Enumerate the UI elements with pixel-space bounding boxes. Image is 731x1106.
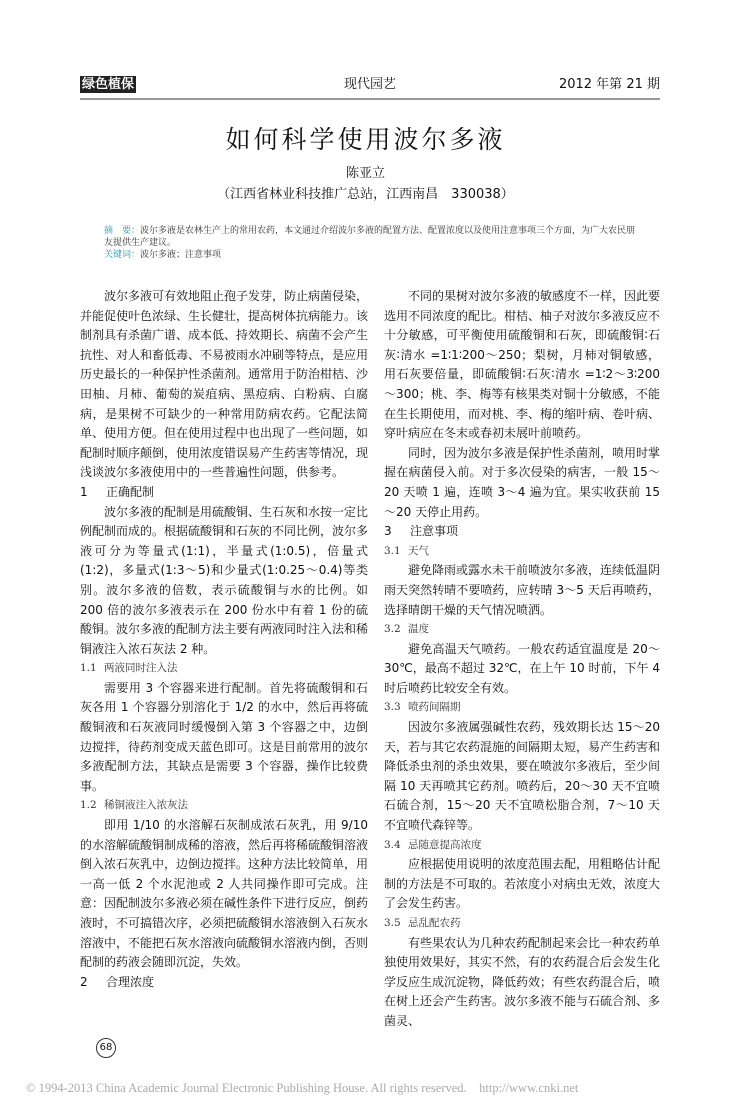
paragraph: 同时，因为波尔多液是保护性杀菌剂，喷用时掌握在病菌侵入前。对于多次侵染的病害，一般 15～20 天喷 1 遍，连喷 3～4 遍为宜。果实收获前 15～20 天停止用药。 xyxy=(384,445,661,519)
section-heading xyxy=(80,483,368,503)
keywords-label: 关键词： xyxy=(104,250,141,260)
subsection-heading xyxy=(384,620,660,640)
author: 陈亚立 xyxy=(345,166,385,181)
heading-text: 忌随意提高浓度 xyxy=(408,838,482,851)
heading-text: 忌乱配农药 xyxy=(408,917,461,929)
affiliation: （江西省林业科技推广总站，江西南昌 330038） xyxy=(217,187,514,202)
heading-number: 3 xyxy=(384,524,392,539)
section-heading xyxy=(384,522,660,542)
paragraph: 避免高温天气喷药。一般农药适宜温度是 20～30℃，最高不超过 32℃，在上午 10 时前，下午 4 时后喷药比较安全有效。 xyxy=(384,641,660,695)
heading-text: 合理浓度 xyxy=(106,974,155,989)
paragraph: 避免降雨或露水未干前喷波尔多液，连续低温阴雨天突然转晴不要喷药，应转晴 3～5 天后再喷药，选择晴朗干燥的天气情况喷洒。 xyxy=(384,563,661,617)
heading-text: 正确配制 xyxy=(106,484,155,499)
paragraph: 不同的果树对波尔多液的敏感度不一样，因此要选用不同浓度的配比。柑桔、柚子对波尔多液反应不十分敏感，可平衡使用硫酸铜和石灰，即硫酸铜∶石灰∶清水 =1∶1∶200～250；梨树，月柿对铜敏感，用石灰要倍量，即硫酸铜∶石灰∶清水 =1∶2～3∶200～300；桃、李、梅等有核果类对铜十分敏感，不能在生长期使用，而对桃、李、梅的缩叶病、卷叶病、穿叶病应在冬末或春初未展叶前喷药。 xyxy=(384,289,661,441)
journal-name: 现代园艺 xyxy=(343,77,397,92)
article-body xyxy=(26,287,661,1106)
paragraph: 因波尔多液属强碱性农药，残效期长达 15～20 天，若与其它农药混施的间隔期太短，易产生药害和降低杀虫剂的杀虫效果，要在喷波尔多液后，至少间隔 10 天再喷其它药剂。喷药后，20～30 天不宜喷石硫合剂，15～20 天不宜喷松脂合剂，7～10 天不宜喷代森锌等。 xyxy=(384,720,661,833)
heading-number: 1.1 xyxy=(80,662,97,675)
heading-number: 1 xyxy=(80,484,88,499)
paragraph: 波尔多液可有效地阻止孢子发芽，防止病菌侵染，并能促使叶色浓绿、生长健壮，提高树体抗病能力。该制剂具有杀菌广谱、成本低、持效期长、病菌不会产生抗性、对人和畜低毒、不易被雨水冲刷等特点，是应用历史最长的一种保护性杀菌剂。通常用于防治柑桔、沙田柚、月柿、葡萄的炭疽病、黑痘病、白粉病、白腐病，是果树不可缺少的一种常用防病农药。它配法简单、使用方便。但在使用过程中也出现了一些问题，如配制时顺序颠倒，使用浓度错误易产生药害等情况，现浅谈波尔多液使用中的一些普遍性问题，供参考。 xyxy=(80,289,369,480)
heading-text: 两液同时注入法 xyxy=(104,662,178,675)
subsection-heading xyxy=(384,698,660,718)
article-title: 如何科学使用波尔多液 xyxy=(225,125,506,154)
subsection-heading xyxy=(80,796,368,816)
heading-number: 1.2 xyxy=(80,799,97,812)
two-column-layout xyxy=(80,287,660,1032)
heading-text: 稀铜液注入浓灰法 xyxy=(104,799,188,812)
paragraph: 有些果农认为几种农药配制起来会比一种农药单独使用效果好，其实不然，有的农药混合后会发生化学反应生成沉淀物，降低药效；有些农药混合后，喷在树上还会产生药害。波尔多液不能与石硫合剂、多菌灵、 xyxy=(384,935,661,1028)
heading-number: 2 xyxy=(80,974,88,989)
heading-text: 注意事项 xyxy=(410,524,459,539)
subsection-heading xyxy=(384,914,660,934)
abstract xyxy=(104,225,644,261)
paragraph: 即用 1/10 的水溶解石灰制成浓石灰乳，用 9/10 的水溶解硫酸铜制成稀的溶液，然后再将稀硫酸铜溶液倒入浓石灰乳中，边倒边搅拌。这种方法比较简单，用一高一低 2 个水泥池或 2 人共同操作即可完成。注意：因配制波尔多液必须在碱性条件下进行反应，倒药液时，不可搞错次序，必须把硫酸铜水溶液倒入石灰水溶液中，不能把石灰水溶液向硫酸铜水溶液内倒，否则配制的药液会随即沉淀，失效。 xyxy=(80,818,369,970)
right-column xyxy=(384,287,660,1032)
paragraph: 波尔多液的配制是用硫酸铜、生石灰和水按一定比例配制而成的。根据硫酸铜和石灰的不同比例，波尔多液可分为等量式(1:1)，半量式(1:0.5)，倍量式(1:2)，多量式(1:3～5)和少量式(1:0.25～0.4)等类别。波尔多液的倍数，表示硫酸铜与水的比例。如 200 倍的波尔多液表示在 200 份水中有着 1 份的硫酸铜。波尔多液的配制方法主要有两液同时注入法和稀铜液注入浓石灰法 2 种。 xyxy=(80,504,369,656)
keywords-text: 波尔多液；注意事项 xyxy=(140,250,222,260)
heading-text: 喷药间隔期 xyxy=(408,701,461,714)
heading-number: 3.2 xyxy=(384,623,401,636)
heading-number: 3.3 xyxy=(384,701,401,714)
heading-text: 温度 xyxy=(408,623,429,636)
paragraph: 应根据使用说明的浓度范围去配，用粗略估计配制的方法是不可取的。若浓度小对病虫无效，浓度大了会发生药害。 xyxy=(384,857,661,911)
section-heading xyxy=(80,973,368,993)
paragraph: 需要用 3 个容器来进行配制。首先将硫酸铜和石灰各用 1 个容器分别溶化于 1/2 的水中，然后再将硫酸铜液和石灰液同时缓慢倒入第 3 个容器之中，边倒边搅拌，待药剂变成天蓝色即可。这是目前常用的波尔多液配制方法，其缺点是需要 3 个容器，操作比较费事。 xyxy=(80,680,369,793)
abstract-text: 波尔多液是农林生产上的常用农药，本文通过介绍波尔多液的配置方法、配置浓度以及使用注意事项三个方面，为广大农民朋友提供生产建议。 xyxy=(104,226,636,248)
issue-number: 2012 年第 21 期 xyxy=(558,77,660,92)
heading-text: 天气 xyxy=(408,544,429,557)
heading-number: 3.4 xyxy=(384,838,401,851)
subsection-heading xyxy=(384,542,660,562)
copyright-footer: © 1994-2013 China Academic Journal Electronic Publishing House. All rights reserved. http://www.cnki.net xyxy=(26,1080,579,1095)
section-tag: 绿色植保 xyxy=(82,77,135,92)
header-rule xyxy=(80,98,660,100)
subsection-heading xyxy=(80,659,368,679)
page-number: 68 xyxy=(96,1038,116,1058)
left-column xyxy=(80,287,368,992)
running-header xyxy=(80,76,660,96)
abstract-label: 摘 要： xyxy=(104,226,141,236)
subsection-heading xyxy=(384,836,660,856)
heading-number: 3.5 xyxy=(384,917,401,929)
heading-number: 3.1 xyxy=(384,544,401,557)
